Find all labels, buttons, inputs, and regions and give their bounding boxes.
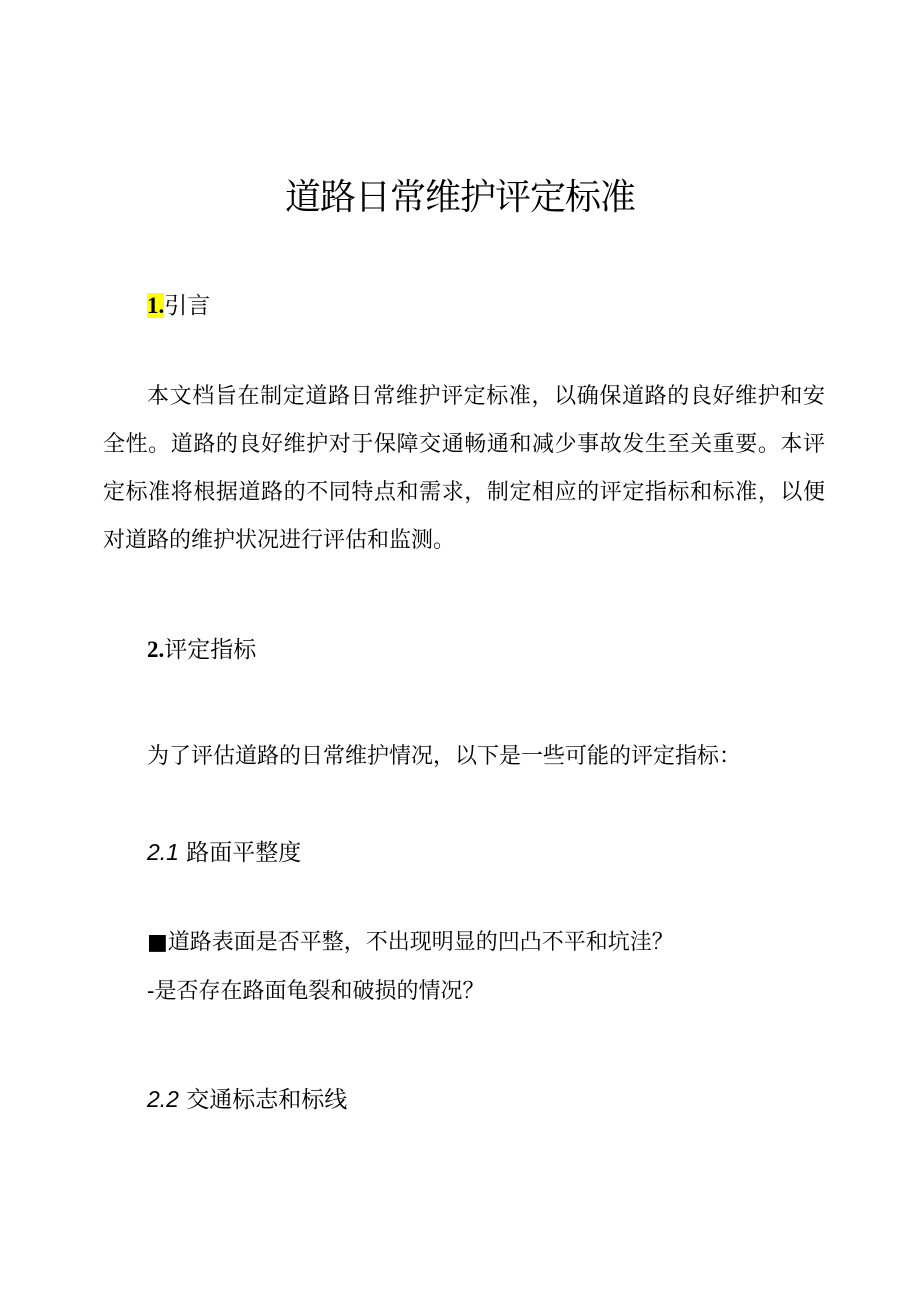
list-item bbox=[147, 927, 674, 959]
section-2-number: 2. bbox=[147, 637, 165, 662]
subsection-2-1-heading bbox=[147, 836, 301, 869]
section-2-title: 评定指标 bbox=[164, 637, 257, 663]
subsection-2-1-title: 路面平整度 bbox=[186, 840, 302, 866]
section-1-paragraph: 本文档旨在制定道路日常维护评定标准，以确保道路的良好维护和安全性。道路的良好维护对于保障交通畅通和减少事故发生至关重要。本评定标准将根据道路的不同特点和需求，制定相应的评定指标和标准，以便对道路的维护状况进行评估和监测。 bbox=[103, 384, 825, 553]
section-2-intro: 为了评估道路的日常维护情况，以下是一些可能的评定指标： bbox=[147, 744, 742, 769]
list-item-text: 是否存在路面龟裂和破损的情况？ bbox=[154, 979, 485, 1004]
subsection-2-2-heading bbox=[147, 1083, 347, 1116]
section-2-heading bbox=[147, 634, 256, 666]
list-item-text: 道路表面是否平整，不出现明显的凹凸不平和坑洼？ bbox=[167, 930, 674, 955]
section-1-heading bbox=[147, 290, 210, 322]
document-title: 道路日常维护评定标准 bbox=[284, 177, 635, 218]
subsection-2-2-number: 2.2 bbox=[147, 1086, 179, 1112]
dash-bullet: - bbox=[147, 979, 155, 1004]
section-1-number: 1. bbox=[147, 293, 165, 318]
square-bullet-icon: ■ bbox=[147, 930, 168, 955]
subsection-2-2-title: 交通标志和标线 bbox=[186, 1087, 348, 1113]
subsection-2-1-number: 2.1 bbox=[147, 839, 179, 865]
section-1-title: 引言 bbox=[164, 293, 211, 319]
list-item bbox=[147, 976, 484, 1008]
